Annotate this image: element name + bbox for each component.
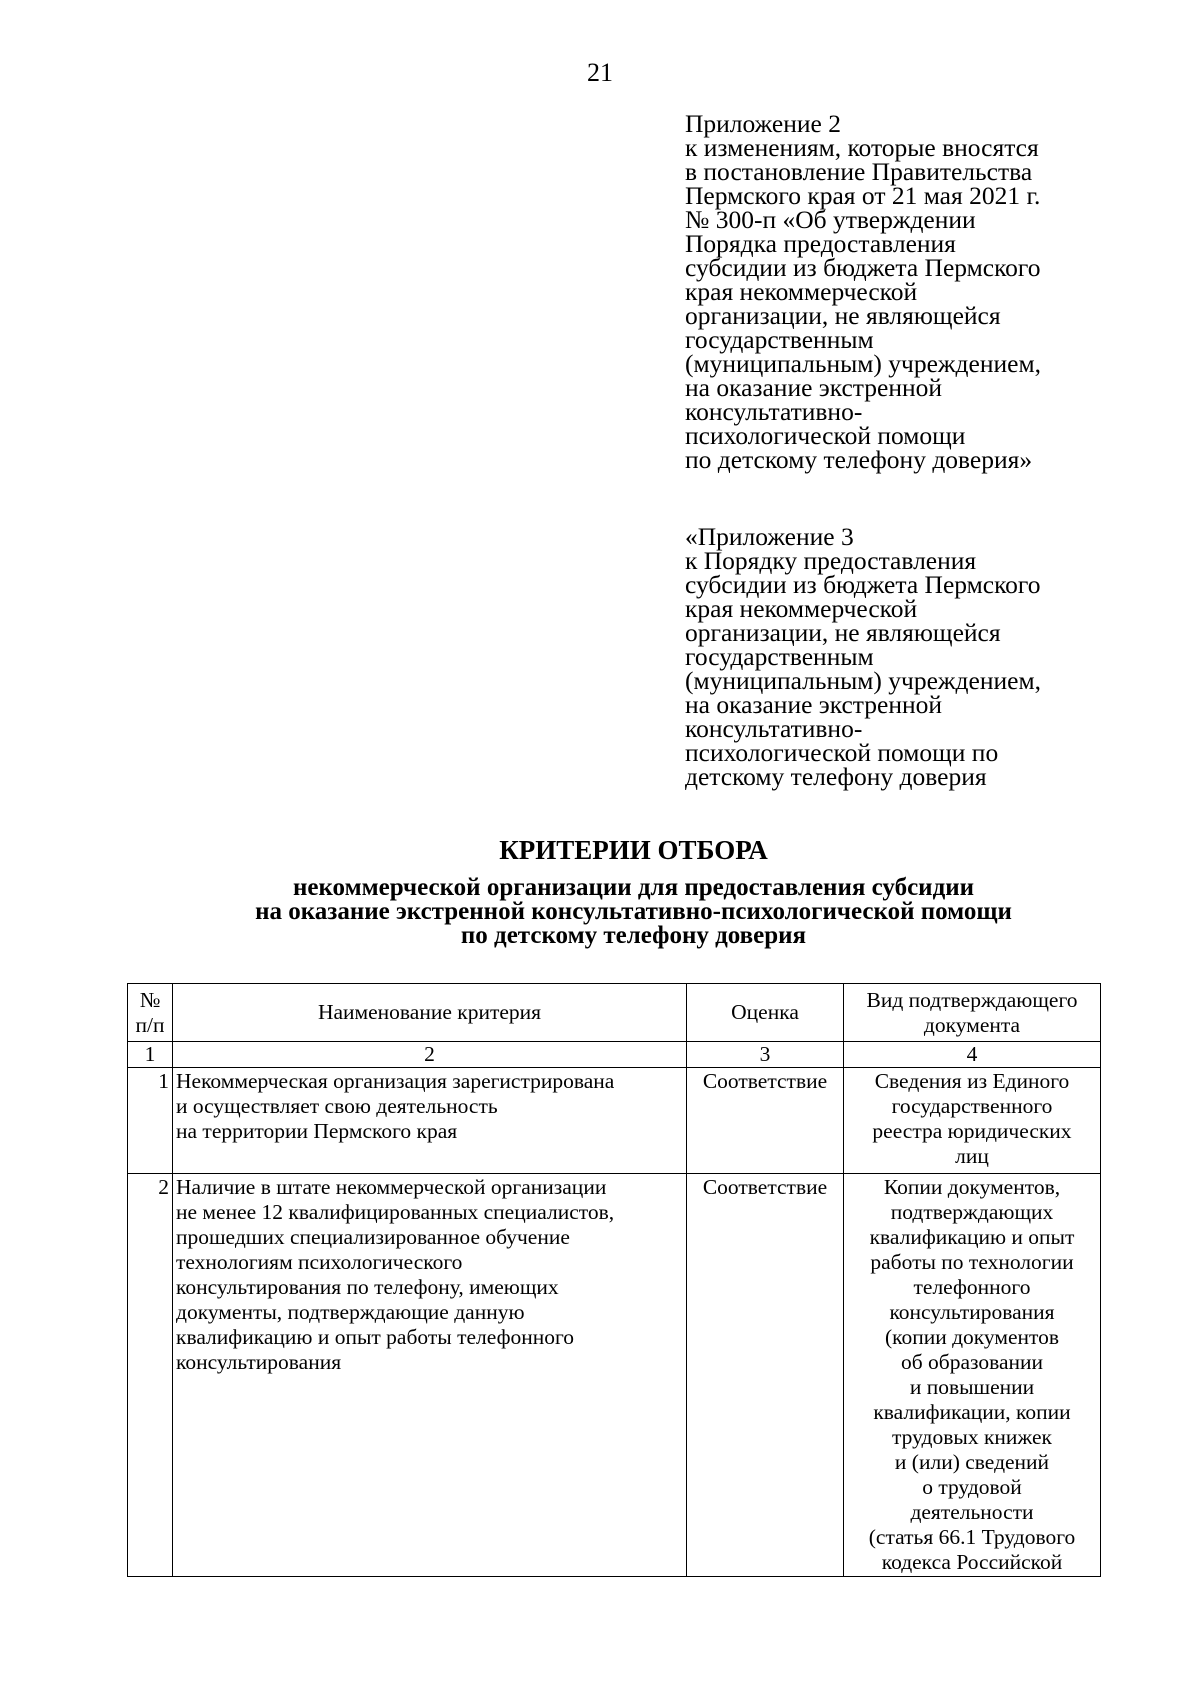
subtitle-line: на оказание экстренной консультативно-психологической помощи: [255, 898, 1012, 925]
table-row: [128, 1068, 1101, 1174]
criterion-line: Наличие в штате некоммерческой организации: [176, 1175, 607, 1199]
criterion-name: [173, 1174, 687, 1577]
criterion-line: консультирования по телефону, имеющих: [176, 1275, 559, 1299]
appendix-line: детскому телефону доверия: [685, 762, 987, 791]
header-doc: [844, 984, 1101, 1042]
document-line: квалификацию и опыт: [869, 1225, 1075, 1249]
subtitle-line: по детскому телефону доверия: [460, 922, 807, 949]
appendix-line: консультативно-: [685, 397, 863, 426]
header-score: Оценка: [687, 984, 844, 1042]
appendix-line: на оказание экстренной: [685, 373, 943, 402]
appendix-line: Пермского края от 21 мая 2021 г.: [685, 181, 1041, 210]
appendix-line: в постановление Правительства: [685, 157, 1033, 186]
header-name: Наименование критерия: [173, 984, 687, 1042]
document-line: квалификации, копии: [873, 1400, 1071, 1424]
criterion-score: Соответствие: [687, 1174, 844, 1577]
criterion-line: документы, подтверждающие данную: [176, 1300, 525, 1324]
appendix-line: по детскому телефону доверия»: [685, 445, 1033, 474]
appendix-line: субсидии из бюджета Пермского: [685, 253, 1041, 282]
document-line: подтверждающих: [890, 1200, 1054, 1224]
document-line: лиц: [955, 1144, 989, 1168]
document-title: КРИТЕРИИ ОТБОРА: [499, 835, 768, 865]
document-line: государственного: [891, 1094, 1053, 1118]
header-num-line: №: [139, 987, 161, 1012]
appendix-line: «Приложение 3: [685, 522, 854, 551]
column-number: 2: [173, 1042, 687, 1068]
document-line: Копии документов,: [883, 1175, 1061, 1199]
header-doc-line: Вид подтверждающего: [866, 987, 1078, 1012]
appendix-line: Порядка предоставления: [685, 229, 956, 258]
document-line: консультирования: [889, 1300, 1055, 1324]
document-line: (копии документов: [884, 1325, 1060, 1349]
criterion-line: технологиям психологического: [176, 1250, 463, 1274]
table-header-row: [128, 984, 1101, 1042]
appendix-line: консультативно-: [685, 714, 863, 743]
document-subtitle: [0, 876, 1200, 948]
row-number: 1: [128, 1068, 173, 1174]
appendix-3-heading: [685, 522, 1155, 791]
criterion-line: консультирования: [176, 1350, 342, 1374]
document-line: (статья 66.1 Трудового: [868, 1525, 1076, 1549]
column-number-row: [128, 1042, 1101, 1068]
header-doc-line: документа: [923, 1012, 1021, 1037]
criterion-score: Соответствие: [687, 1068, 844, 1174]
document-line: Сведения из Единого: [874, 1069, 1070, 1093]
criterion-line: квалификацию и опыт работы телефонного: [176, 1325, 575, 1349]
appendix-line: (муниципальным) учреждением,: [685, 349, 1041, 378]
column-number: 4: [844, 1042, 1101, 1068]
document-line: трудовых книжек: [892, 1425, 1052, 1449]
appendix-line: субсидии из бюджета Пермского: [685, 570, 1041, 599]
column-number: 1: [128, 1042, 173, 1068]
appendix-line: государственным: [685, 325, 874, 354]
document-line: кодекса Российской: [881, 1550, 1063, 1574]
page-number: 21: [587, 58, 613, 87]
table-row: [128, 1174, 1101, 1577]
column-number: 3: [687, 1042, 844, 1068]
appendix-line: № 300-п «Об утверждении: [685, 205, 976, 234]
appendix-line: края некоммерческой: [685, 277, 918, 306]
document-line: работы по технологии: [870, 1250, 1074, 1274]
appendix-2-heading: [685, 109, 1155, 474]
confirming-document: [844, 1174, 1101, 1577]
criterion-line: не менее 12 квалифицированных специалистов,: [176, 1200, 615, 1224]
appendix-line: психологической помощи: [685, 421, 966, 450]
criterion-line: и осуществляет свою деятельность: [176, 1094, 498, 1118]
criterion-line: Некоммерческая организация зарегистрирована: [176, 1069, 615, 1093]
document-line: об образовании: [900, 1350, 1044, 1374]
criterion-name: [173, 1068, 687, 1174]
appendix-line: государственным: [685, 642, 874, 671]
criterion-line: на территории Пермского края: [176, 1119, 458, 1143]
document-line: деятельности: [910, 1500, 1034, 1524]
appendix-line: психологической помощи по: [685, 738, 999, 767]
criterion-line: прошедших специализированное обучение: [176, 1225, 570, 1249]
subtitle-line: некоммерческой организации для предоставления субсидии: [292, 874, 975, 901]
document-line: о трудовой: [922, 1475, 1022, 1499]
appendix-line: Приложение 2: [685, 109, 841, 138]
document-line: реестра юридических: [872, 1119, 1072, 1143]
confirming-document: [844, 1068, 1101, 1174]
appendix-line: на оказание экстренной: [685, 690, 943, 719]
criteria-table: [127, 983, 1101, 1577]
appendix-line: края некоммерческой: [685, 594, 918, 623]
document-line: и повышении: [909, 1375, 1035, 1399]
appendix-line: к изменениям, которые вносятся: [685, 133, 1039, 162]
appendix-line: организации, не являющейся: [685, 618, 1001, 647]
row-number: 2: [128, 1174, 173, 1577]
appendix-line: организации, не являющейся: [685, 301, 1001, 330]
appendix-line: к Порядку предоставления: [685, 546, 977, 575]
document-line: телефонного: [913, 1275, 1031, 1299]
header-num: [128, 984, 173, 1042]
appendix-line: (муниципальным) учреждением,: [685, 666, 1041, 695]
document-line: и (или) сведений: [894, 1450, 1050, 1474]
header-num-line: п/п: [135, 1012, 165, 1037]
